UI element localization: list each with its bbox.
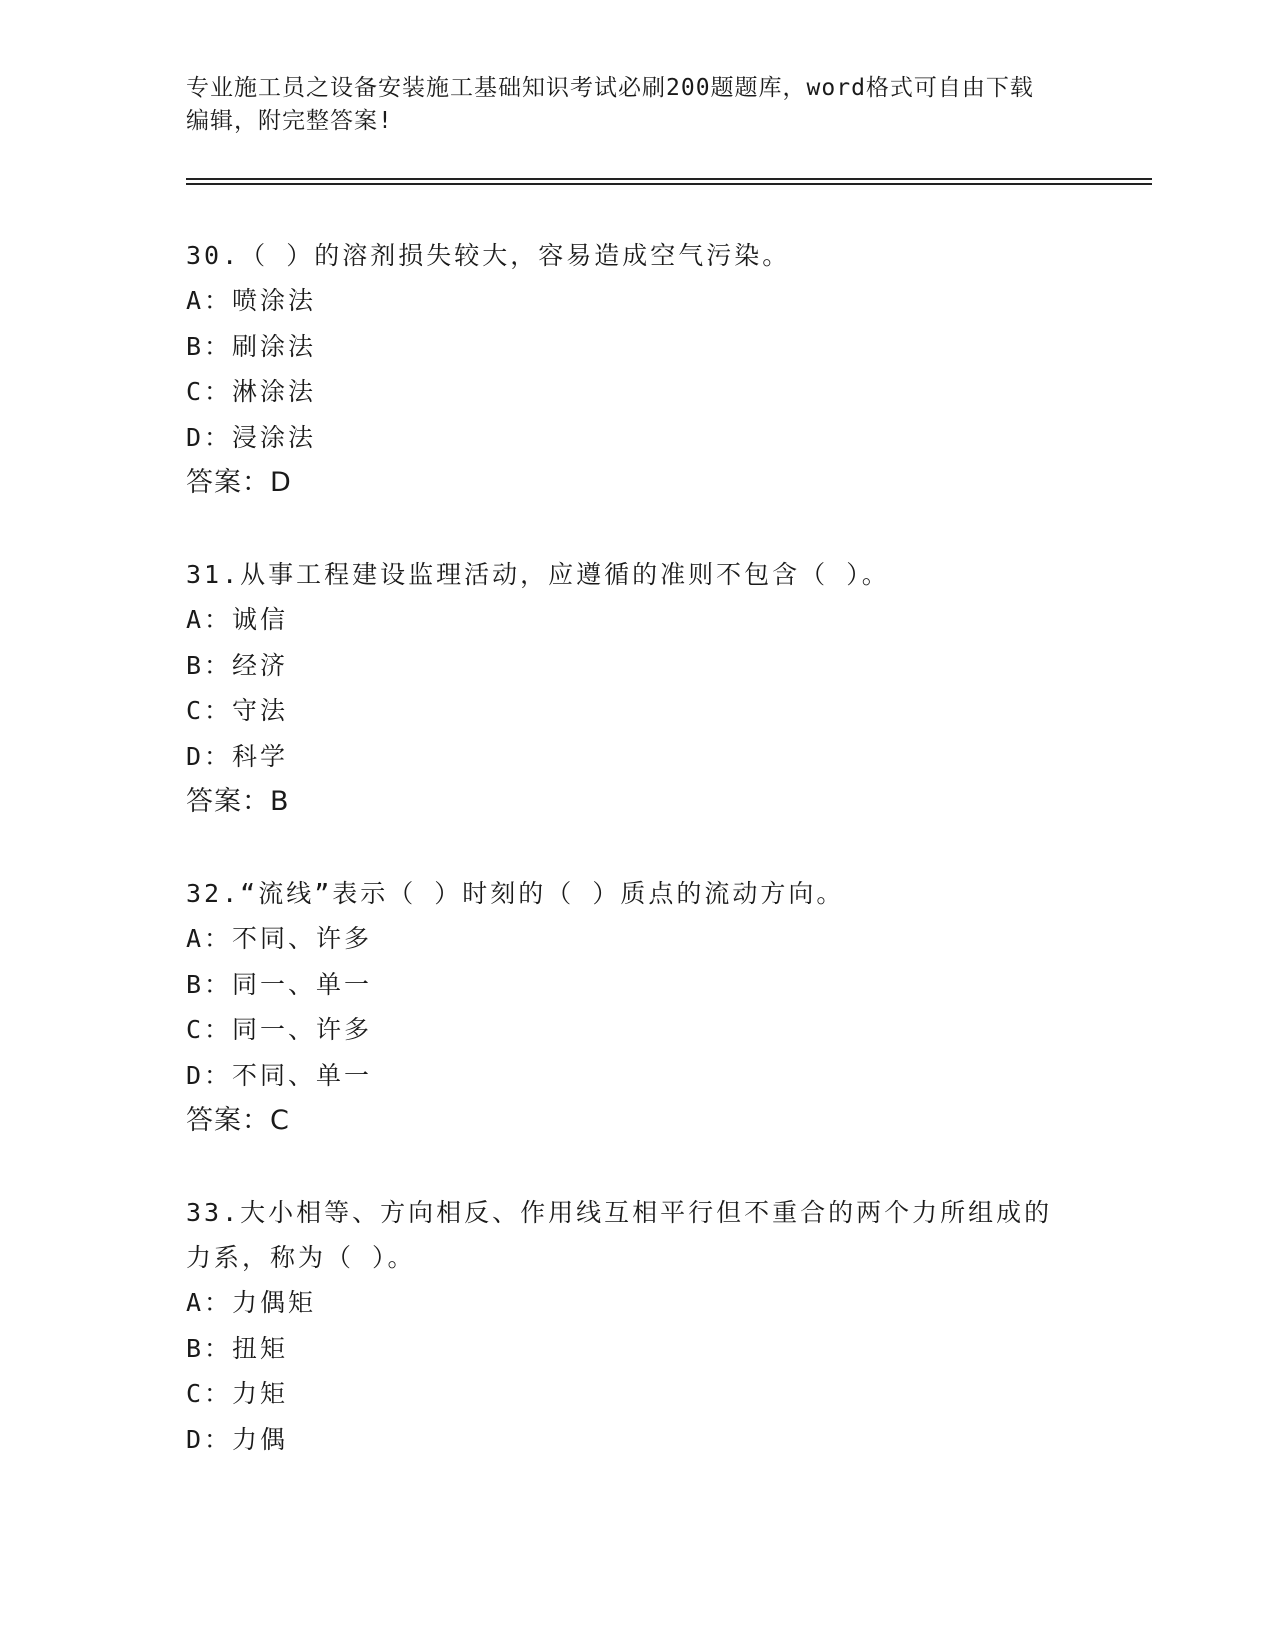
option-a: A：不同、许多 [186,924,373,953]
question-stem-line-2: 力系，称为（ ）。 [186,1243,416,1272]
option-b: B：刷涂法 [186,331,317,361]
document-header [186,72,1086,138]
option-c: C：守法 [186,696,289,725]
option-c: C：同一、许多 [186,1015,373,1044]
option-b: B：同一、单一 [186,969,373,999]
answer-line: 答案：D [186,467,292,498]
option-b: B：扭矩 [186,1333,289,1363]
header-title-line-1: 专业施工员之设备安装施工基础知识考试必刷200题题库，word格式可自由下载 [186,75,1034,101]
question-32 [186,871,1086,1144]
option-a: A：诚信 [186,605,289,634]
option-c: C：力矩 [186,1379,289,1408]
header-title-line-2: 编辑，附完整答案! [186,108,393,134]
question-30 [186,233,1086,506]
question-stem: 31.从事工程建设监理活动，应遵循的准则不包含（ ）。 [186,560,890,589]
option-c: C：淋涂法 [186,377,317,406]
answer-line: 答案：C [186,1105,290,1136]
answer-line: 答案：B [186,786,290,817]
question-stem: 30.（ ）的溶剂损失较大，容易造成空气污染。 [186,241,791,270]
header-divider-top [186,178,1152,180]
question-31 [186,552,1086,825]
question-33 [186,1190,1086,1462]
option-d: D：浸涂法 [186,422,317,452]
option-a: A：喷涂法 [186,286,317,315]
question-stem: 32.“流线”表示（ ）时刻的（ ）质点的流动方向。 [186,879,845,908]
option-d: D：力偶 [186,1424,289,1454]
option-d: D：不同、单一 [186,1060,373,1090]
option-a: A：力偶矩 [186,1288,317,1317]
header-divider-bottom [186,183,1152,185]
option-b: B：经济 [186,650,289,680]
question-stem-line-1: 33.大小相等、方向相反、作用线互相平行但不重合的两个力所组成的 [186,1198,1053,1227]
option-d: D：科学 [186,741,289,771]
